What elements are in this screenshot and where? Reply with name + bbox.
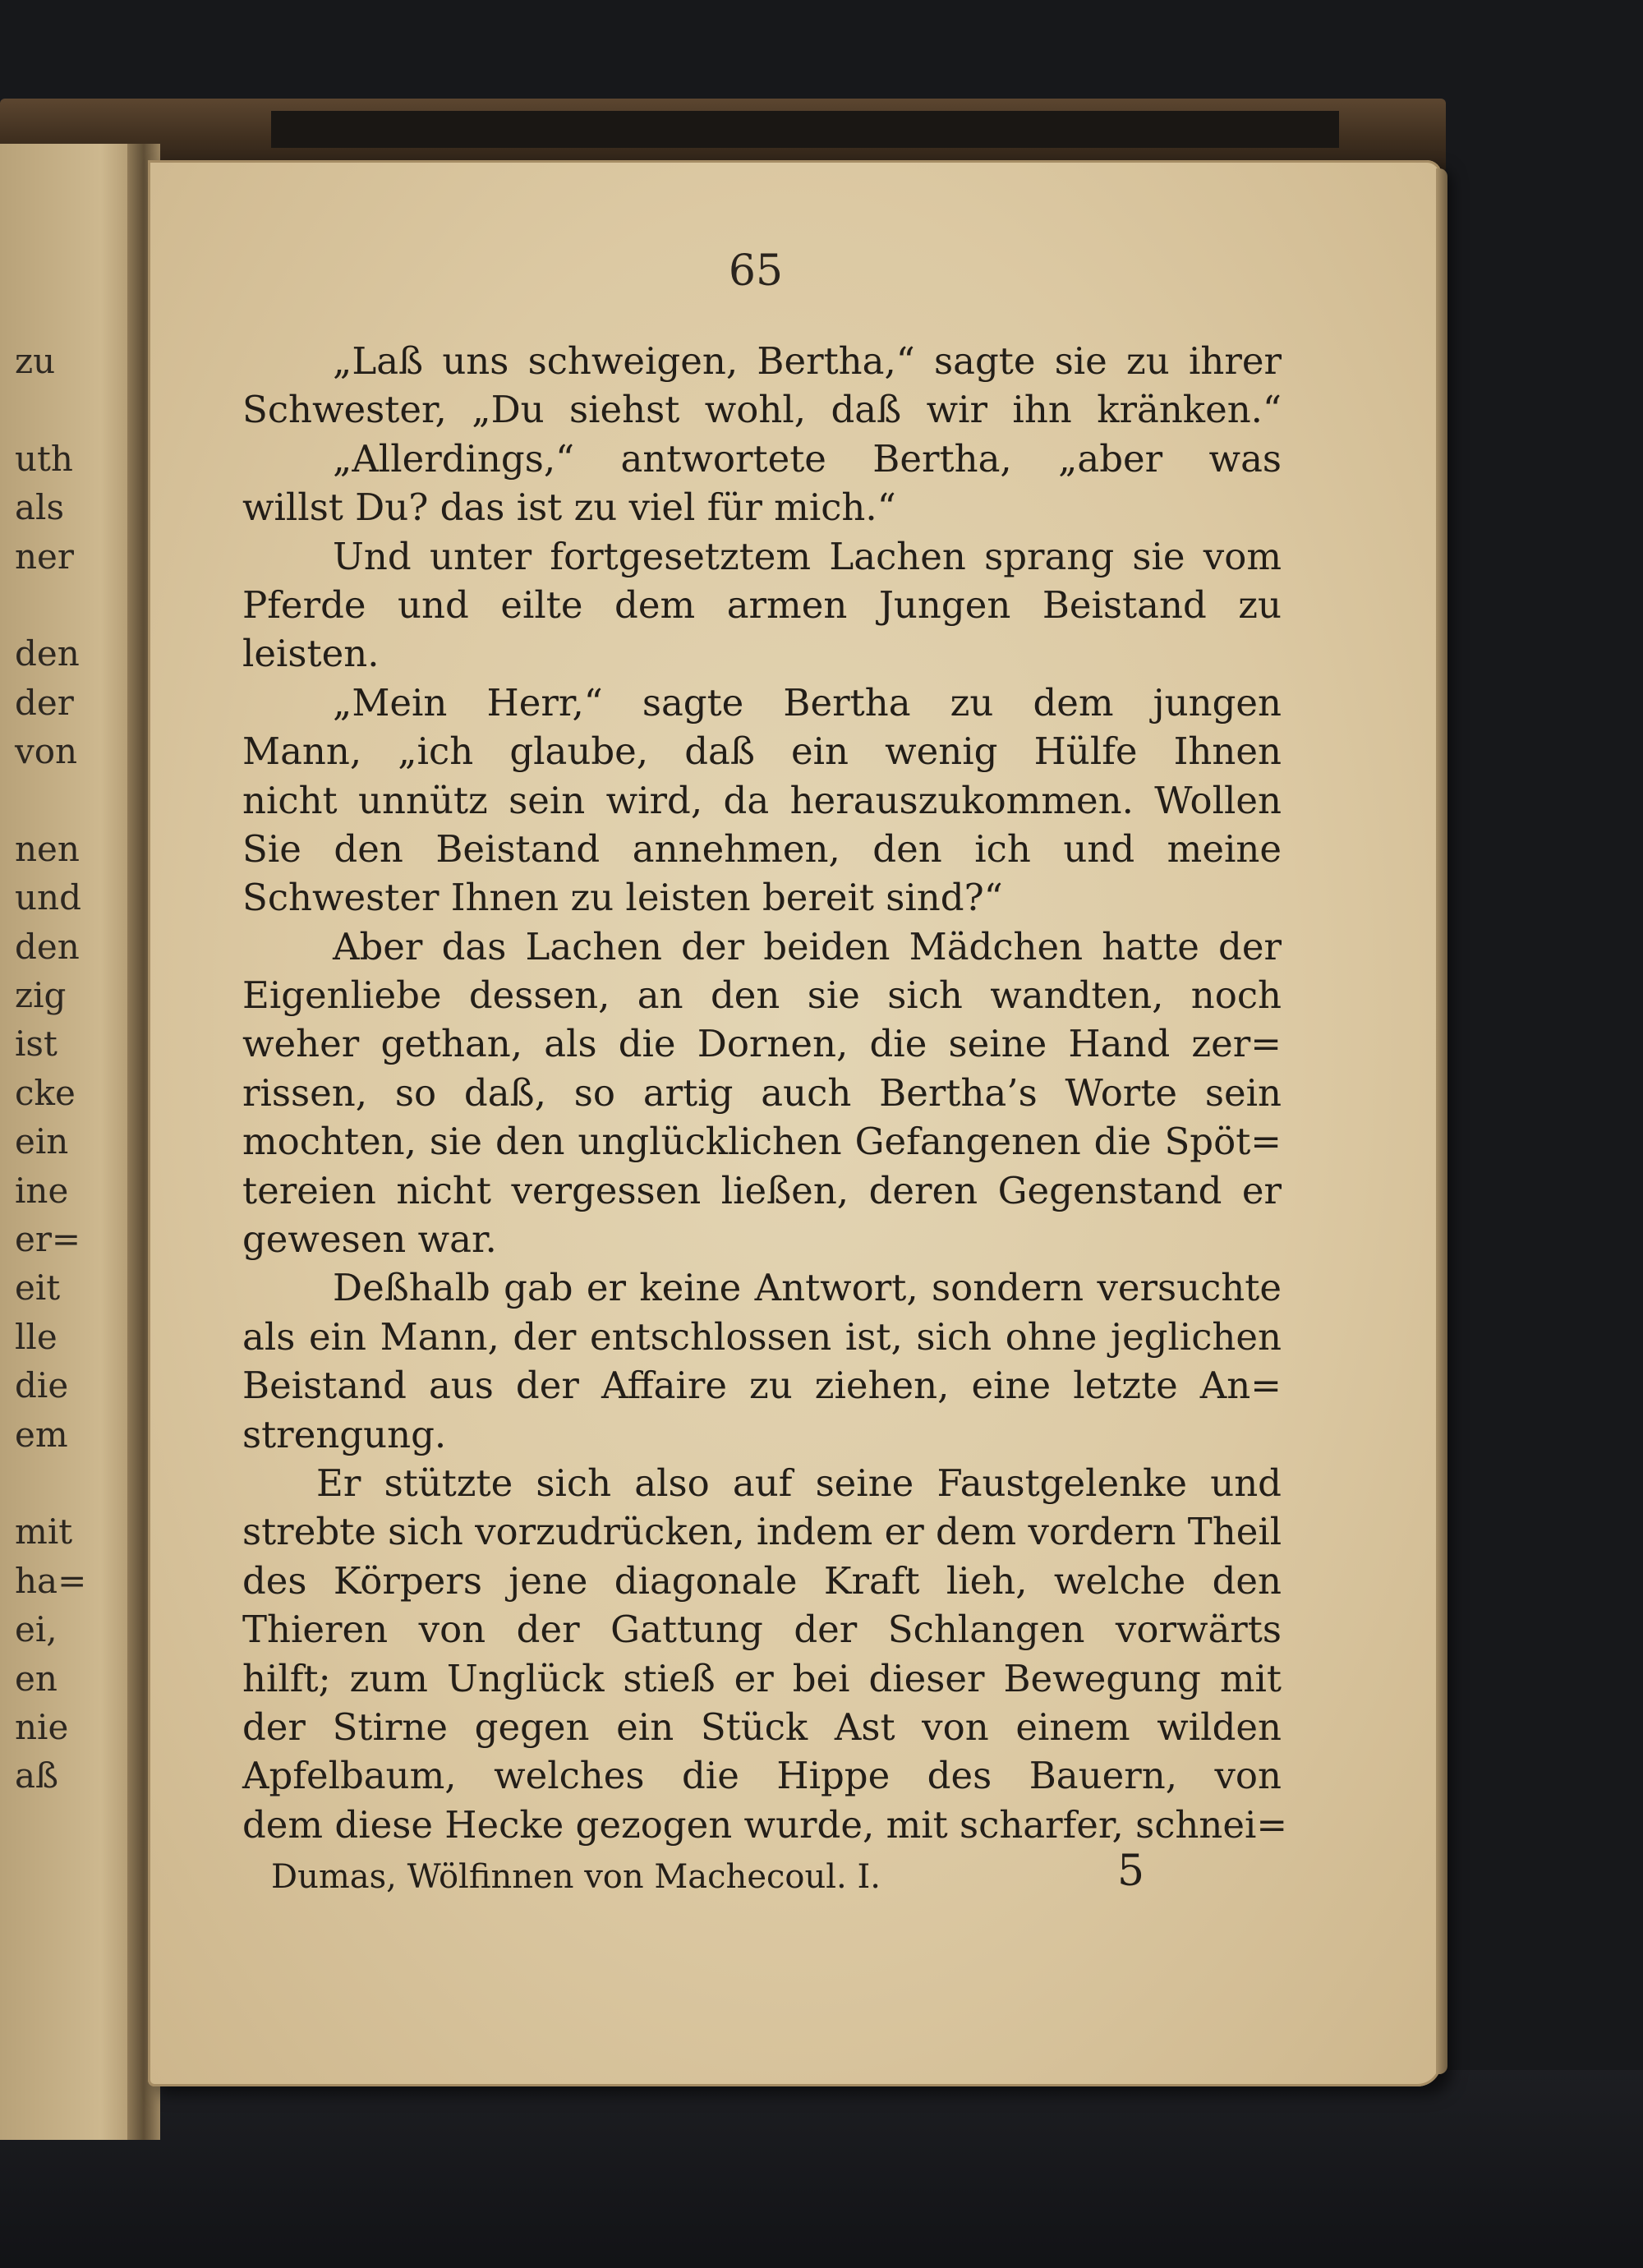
text-line: des Körpers jene diagonale Kraft lieh, welche den — [242, 1558, 1282, 1603]
text-line: Und unter fortgesetztem Lachen sprang sie vom — [333, 534, 1282, 578]
left-fragment — [15, 581, 113, 629]
background-dark — [0, 2070, 1643, 2268]
book-cover-shadow — [271, 111, 1339, 148]
left-fragment: er= — [15, 1219, 81, 1260]
left-fragment: ha= — [15, 1560, 87, 1601]
text-line: dem diese Hecke gezogen wurde, mit scharfer, schnei= — [242, 1802, 1288, 1847]
text-line: strebte sich vorzudrücken, indem er dem vordern Theil — [242, 1510, 1282, 1554]
left-fragment: als — [15, 487, 65, 528]
left-fragment: den — [15, 926, 80, 967]
left-fragment: nie — [15, 1706, 69, 1747]
text-line: weher gethan, als die Dornen, die seine Hand zer= — [242, 1022, 1282, 1066]
text-line: strengung. — [242, 1412, 447, 1456]
text-line: als ein Mann, der entschlossen ist, sich ohne jeglichen — [242, 1314, 1282, 1359]
left-fragment — [15, 1459, 113, 1507]
left-fragment: em — [15, 1414, 68, 1455]
text-line: Schwester, „Du siehst wohl, daß wir ihn kränken.“ — [242, 388, 1282, 432]
text-line: Beistand aus der Affaire zu ziehen, eine letzte An= — [242, 1364, 1282, 1408]
text-line: Apfelbaum, welches die Hippe des Bauern, von — [242, 1754, 1282, 1798]
left-fragment: nen — [15, 828, 80, 869]
text-line: Er stützte sich also auf seine Faustgelenke und — [316, 1461, 1282, 1505]
left-fragment: eit — [15, 1267, 61, 1309]
left-fragment — [15, 385, 113, 434]
left-fragment: und — [15, 877, 81, 918]
left-fragment: die — [15, 1365, 69, 1406]
page-footer — [271, 1847, 1145, 1896]
text-line: leisten. — [242, 632, 380, 676]
text-line: „Allerdings,“ antwortete Bertha, „aber was — [333, 436, 1282, 481]
left-fragment: zu — [15, 341, 56, 381]
text-line: willst Du? das ist zu viel für mich.“ — [242, 485, 896, 530]
text-line: Thieren von der Gattung der Schlangen vorwärts — [242, 1608, 1282, 1652]
left-fragment: von — [15, 731, 78, 772]
text-line: Pferde und eilte dem armen Jungen Beistand zu — [242, 582, 1282, 627]
left-fragment: den — [15, 633, 80, 674]
left-fragment: cke — [15, 1072, 76, 1113]
left-fragment: mit — [15, 1511, 73, 1553]
left-fragment: en — [15, 1658, 58, 1699]
signature-mark: 5 — [1117, 1847, 1145, 1896]
page-body-text — [242, 337, 1288, 1849]
left-fragment: ist — [15, 1024, 58, 1065]
text-line: der Stirne gegen ein Stück Ast von einem wilden — [242, 1704, 1282, 1749]
text-line: tereien nicht vergessen ließen, deren Gegenstand er — [242, 1168, 1282, 1212]
text-line: „Laß uns schweigen, Bertha,“ sagte sie zu ihrer — [333, 339, 1282, 383]
left-fragment: ine — [15, 1170, 69, 1211]
text-line: nicht unnütz sein wird, da herauszukommen. Wollen — [242, 778, 1282, 822]
left-page-text-fragments — [15, 337, 113, 1801]
footer-title: Dumas, Wölfinnen von Machecoul. I. — [271, 1858, 881, 1896]
text-line: gewesen war. — [242, 1217, 497, 1262]
text-line: Sie den Beistand annehmen, den ich und meine — [242, 826, 1282, 871]
page-number: 65 — [728, 246, 784, 296]
text-line: hilft; zum Unglück stieß er bei dieser Bewegung mit — [242, 1656, 1282, 1700]
page-edge — [1436, 168, 1447, 2074]
text-line: rissen, so daß, so artig auch Bertha’s Worte sein — [242, 1070, 1282, 1115]
left-fragment: ner — [15, 536, 74, 577]
text-line: Aber das Lachen der beiden Mädchen hatte der — [333, 924, 1282, 968]
left-fragment: lle — [15, 1316, 58, 1357]
left-fragment: der — [15, 682, 74, 723]
text-line: Mann, „ich glaube, daß ein wenig Hülfe Ihnen — [242, 729, 1282, 774]
left-fragment: ei, — [15, 1609, 58, 1650]
text-line: „Mein Herr,“ sagte Bertha zu dem jungen — [333, 680, 1282, 725]
left-fragment — [15, 776, 113, 825]
left-fragment: uth — [15, 438, 73, 479]
left-fragment: zig — [15, 975, 67, 1016]
text-line: Eigenliebe dessen, an den sie sich wandten, noch — [242, 973, 1282, 1018]
left-fragment: ein — [15, 1121, 69, 1162]
text-line: Schwester Ihnen zu leisten bereit sind?“ — [242, 876, 1003, 920]
text-line: Deßhalb gab er keine Antwort, sondern versuchte — [333, 1266, 1282, 1310]
text-line: mochten, sie den unglücklichen Gefangenen die Spöt= — [242, 1120, 1282, 1164]
left-fragment: aß — [15, 1755, 59, 1796]
